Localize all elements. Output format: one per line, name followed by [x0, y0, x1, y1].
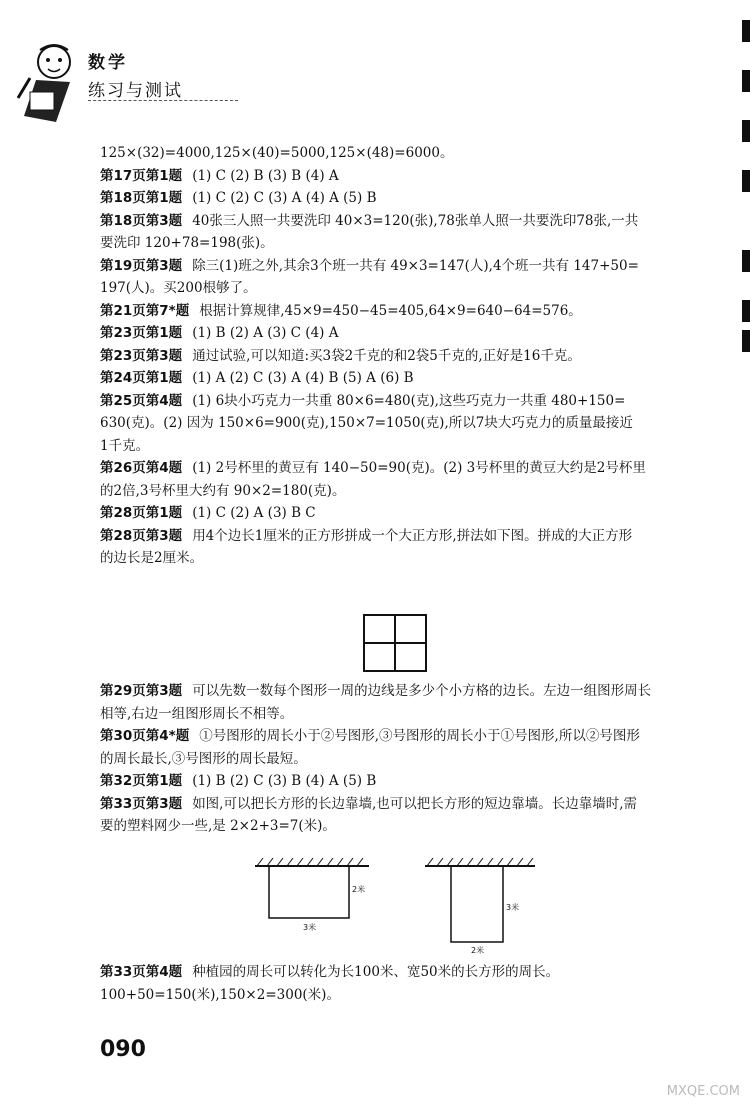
answer-text: 125×(32)=4000,125×(40)=5000,125×(48)=6000。 — [100, 145, 454, 161]
answer-text: (1) A (2) C (3) A (4) B (5) A (6) B — [192, 370, 414, 386]
answer-text: 197(人)。买200根够了。 — [100, 280, 257, 296]
answer-line — [100, 300, 696, 323]
answer-text: 相等,右边一组图形周长不相等。 — [100, 705, 294, 722]
page-header — [10, 38, 240, 130]
question-ref: 第32页第1题 — [100, 773, 183, 789]
question-ref: 第30页第4*题 — [100, 728, 190, 744]
answer-line — [100, 984, 696, 1007]
question-ref: 第25页第4题 — [100, 392, 183, 409]
question-ref: 第23页第3题 — [100, 347, 183, 364]
answer-line — [100, 390, 696, 413]
answer-line — [100, 680, 696, 703]
answer-text: (1) C (2) B (3) B (4) A — [192, 167, 339, 184]
answer-text: 可以先数一数每个图形一周的边线是多少个小方格的边长。左边一组图形周长 — [192, 683, 652, 699]
answer-line — [100, 367, 696, 390]
square-grid-figure — [363, 614, 427, 672]
answer-text: (1) B (2) A (3) C (4) A — [192, 325, 339, 341]
answer-block-2 — [100, 680, 696, 838]
answer-line — [100, 725, 696, 748]
answer-text: 要的塑料网少一些,是 2×2+3=7(米)。 — [100, 818, 336, 834]
answer-line — [100, 412, 696, 435]
question-ref: 第18页第3题 — [100, 212, 183, 229]
question-ref: 第21页第7*题 — [100, 302, 190, 319]
answer-line — [100, 793, 696, 816]
answer-text: 40张三人照一共要洗印 40×3=120(张),78张单人照一共要洗印78张,一共 — [192, 212, 639, 229]
question-ref: 第29页第3题 — [100, 683, 183, 699]
question-ref: 第18页第1题 — [100, 190, 183, 206]
answer-text: 的2倍,3号杯里大约有 90×2=180(克)。 — [100, 482, 346, 499]
answer-line — [100, 748, 696, 771]
fig2-height-label: 3米 — [506, 903, 520, 912]
answer-text: 要洗印 120+78=198(张)。 — [100, 235, 274, 251]
answer-text: 除三(1)班之外,其余3个班一共有 49×3=147(人),4个班一共有 147+50= — [192, 257, 639, 274]
question-ref: 第28页第1题 — [100, 505, 183, 521]
question-ref: 第24页第1题 — [100, 370, 183, 386]
answer-text: 1千克。 — [100, 437, 150, 454]
fig1-width-label: 3米 — [303, 923, 317, 932]
answer-text: 用4个边长1厘米的正方形拼成一个大正方形,拼法如下图。拼成的大正方形 — [192, 527, 633, 544]
answer-text: (1) 2号杯里的黄豆有 140−50=90(克)。(2) 3号杯里的黄豆大约是2号杯里 — [192, 460, 646, 476]
question-ref: 第33页第4题 — [100, 964, 183, 980]
answer-line — [100, 142, 696, 165]
answer-line — [100, 345, 696, 368]
answer-line — [100, 770, 696, 793]
answer-block-1 — [100, 142, 696, 570]
answer-line — [100, 525, 696, 548]
question-ref: 第19页第3题 — [100, 257, 183, 274]
answer-line — [100, 322, 696, 345]
answer-line — [100, 502, 696, 525]
page-number: 090 — [100, 1037, 146, 1062]
answer-line — [100, 703, 696, 726]
header-divider — [88, 100, 238, 101]
wall-rectangle-figure-2 — [425, 858, 535, 958]
answer-line — [100, 815, 696, 838]
answer-text: 种植园的周长可以转化为长100米、宽50米的长方形的周长。 — [192, 964, 560, 980]
question-ref: 第26页第4题 — [100, 460, 183, 476]
watermark-logo: MXQE.COM — [666, 1084, 740, 1099]
answer-line — [100, 457, 696, 480]
answer-line — [100, 255, 696, 278]
answer-text: (1) C (2) C (3) A (4) A (5) B — [192, 190, 377, 206]
edge-tab-marks — [738, 0, 750, 380]
answer-line — [100, 277, 696, 300]
mascot-icon — [10, 38, 82, 128]
answer-line — [100, 210, 696, 233]
wall-rectangle-figure-1 — [255, 858, 375, 934]
answer-line — [100, 547, 696, 570]
fig1-height-label: 2米 — [352, 885, 366, 894]
answer-line — [100, 165, 696, 188]
question-ref: 第17页第1题 — [100, 167, 183, 184]
question-ref: 第23页第1题 — [100, 325, 183, 341]
answer-line — [100, 480, 696, 503]
answer-line — [100, 961, 696, 984]
answer-text: 的周长最长,③号图形的周长最短。 — [100, 750, 307, 767]
answer-line — [100, 187, 696, 210]
answer-text: 根据计算规律,45×9=450−45=405,64×9=640−64=576。 — [199, 302, 582, 319]
answer-text: (1) 6块小巧克力一共重 80×6=480(克),这些巧克力一共重 480+150= — [192, 392, 626, 409]
answer-block-3 — [100, 961, 696, 1006]
answer-text: 100+50=150(米),150×2=300(米)。 — [100, 986, 340, 1003]
header-subtitle: 练习与测试 — [88, 81, 183, 101]
header-subject: 数学 — [88, 53, 128, 73]
answer-line — [100, 232, 696, 255]
question-ref: 第28页第3题 — [100, 527, 183, 544]
answer-text: (1) C (2) A (3) B C — [192, 505, 316, 521]
answer-line — [100, 435, 696, 458]
question-ref: 第33页第3题 — [100, 795, 183, 812]
answer-text: ①号图形的周长小于②号图形,③号图形的周长小于①号图形,所以②号图形 — [199, 728, 640, 744]
answer-text: 如图,可以把长方形的长边靠墙,也可以把长方形的短边靠墙。长边靠墙时,需 — [192, 795, 638, 812]
answer-text: (1) B (2) C (3) B (4) A (5) B — [192, 773, 377, 789]
fig2-width-label: 2米 — [471, 946, 485, 955]
answer-text: 630(克)。(2) 因为 150×6=900(克),150×7=1050(克),所以7块大巧克力的质量最接近 — [100, 415, 633, 431]
answer-text: 通过试验,可以知道:买3袋2千克的和2袋5千克的,正好是16千克。 — [192, 347, 581, 364]
answer-text: 的边长是2厘米。 — [100, 550, 204, 566]
